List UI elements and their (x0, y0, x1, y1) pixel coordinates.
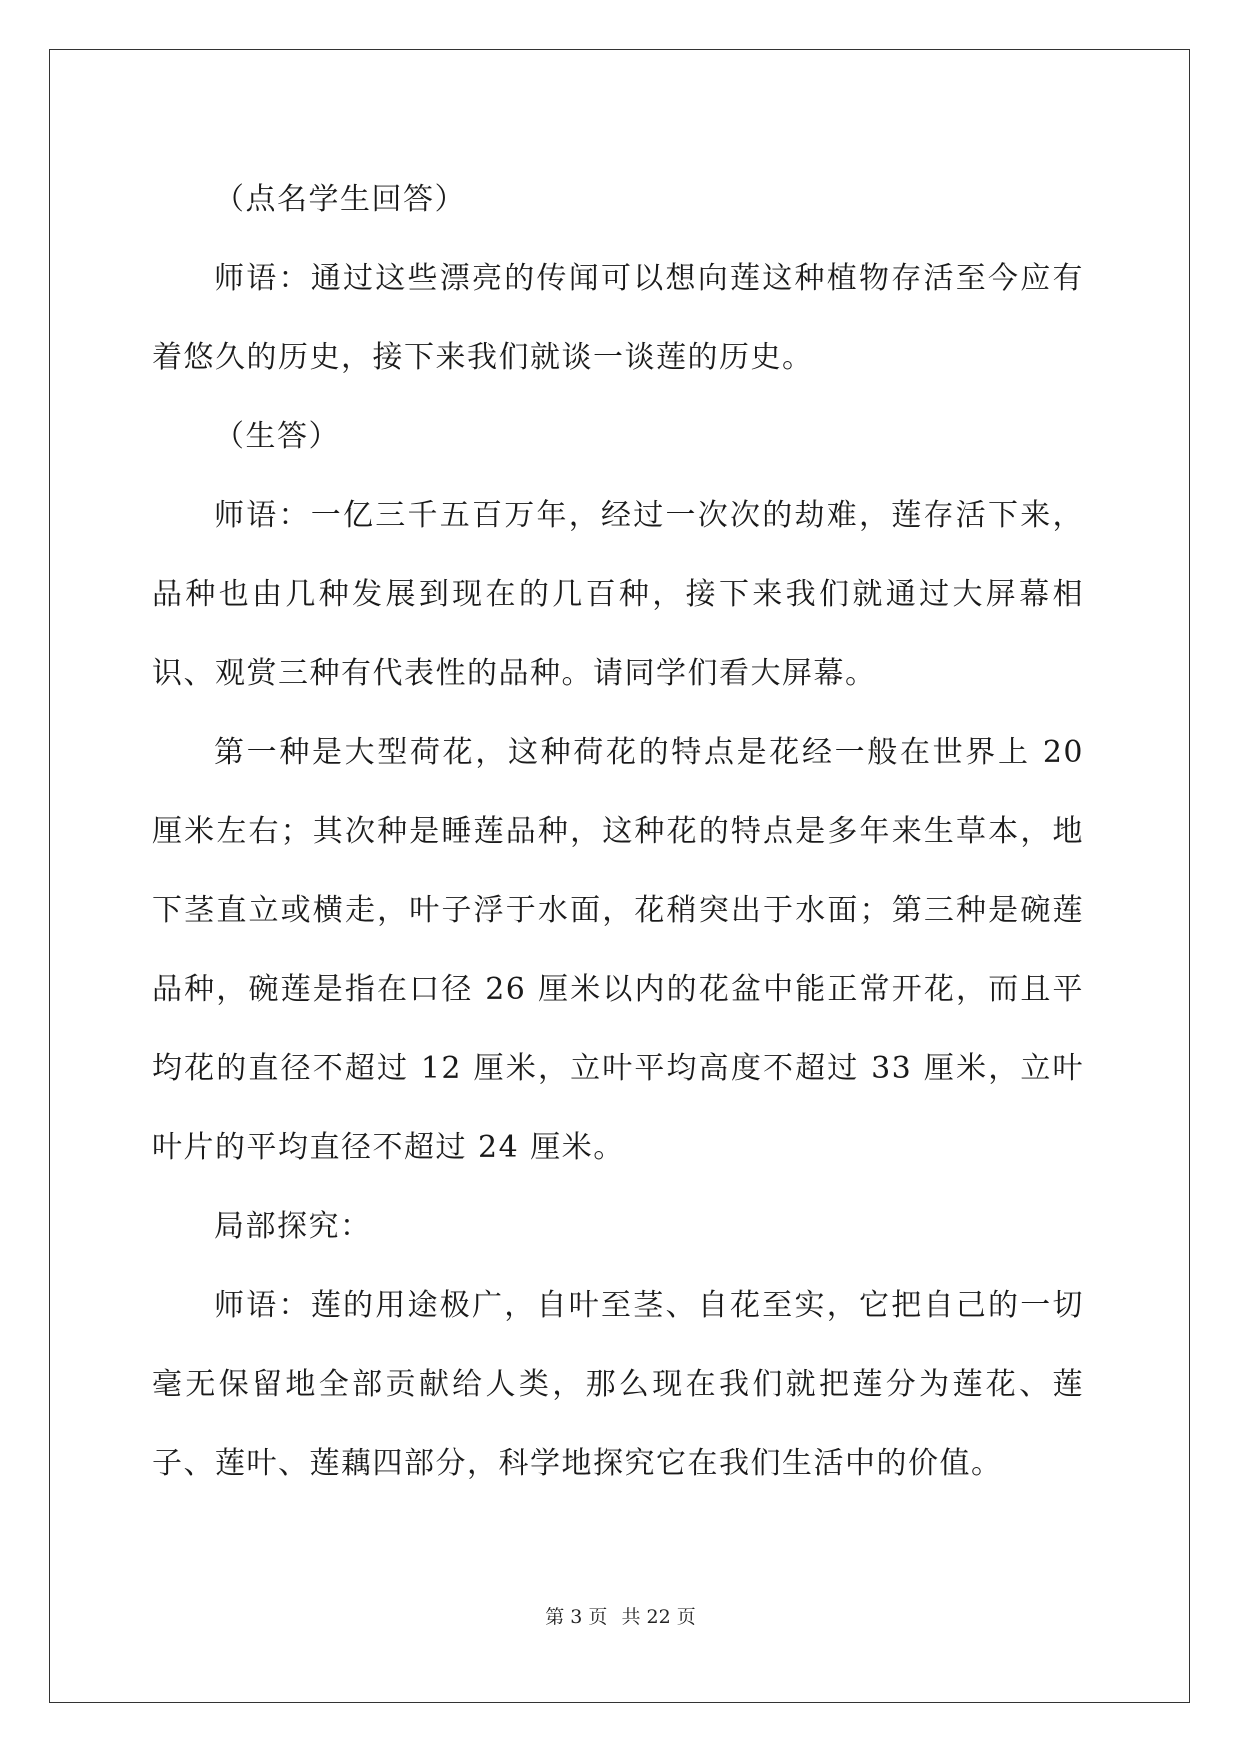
total-pages-label: 共 22 页 (621, 1606, 696, 1628)
paragraph: 第一种是大型荷花，这种荷花的特点是花经一般在世界上 20 厘米左右；其次种是睡莲品种，这种花的特点是多年来生草本，地下茎直立或横走，叶子浮于水面，花稍突出于水面；第三种是碗莲品种，碗莲是指在口径 26 厘米以内的花盆中能正常开花，而且平均花的直径不超过 12 厘米，立叶平均高度不超过 33 厘米，立叶叶片的平均直径不超过 24 厘米。 (152, 735, 1084, 1165)
page-footer (0, 1602, 1241, 1629)
paragraph: 局部探究： (214, 1209, 372, 1244)
document-body (152, 160, 1084, 1503)
current-page-label: 第 3 页 (545, 1606, 608, 1628)
paragraph: 师语：一亿三千五百万年，经过一次次的劫难，莲存活下来，品种也由几种发展到现在的几百种，接下来我们就通过大屏幕相识、观赏三种有代表性的品种。请同学们看大屏幕。 (152, 498, 1084, 691)
paragraph: （生答） (214, 419, 340, 454)
paragraph: 师语：莲的用途极广，自叶至茎、自花至实，它把自己的一切毫无保留地全部贡献给人类，那么现在我们就把莲分为莲花、莲子、莲叶、莲藕四部分，科学地探究它在我们生活中的价值。 (152, 1288, 1084, 1481)
paragraph: 师语：通过这些漂亮的传闻可以想向莲这种植物存活至今应有着悠久的历史，接下来我们就谈一谈莲的历史。 (152, 261, 1084, 375)
paragraph: （点名学生回答） (214, 182, 466, 217)
